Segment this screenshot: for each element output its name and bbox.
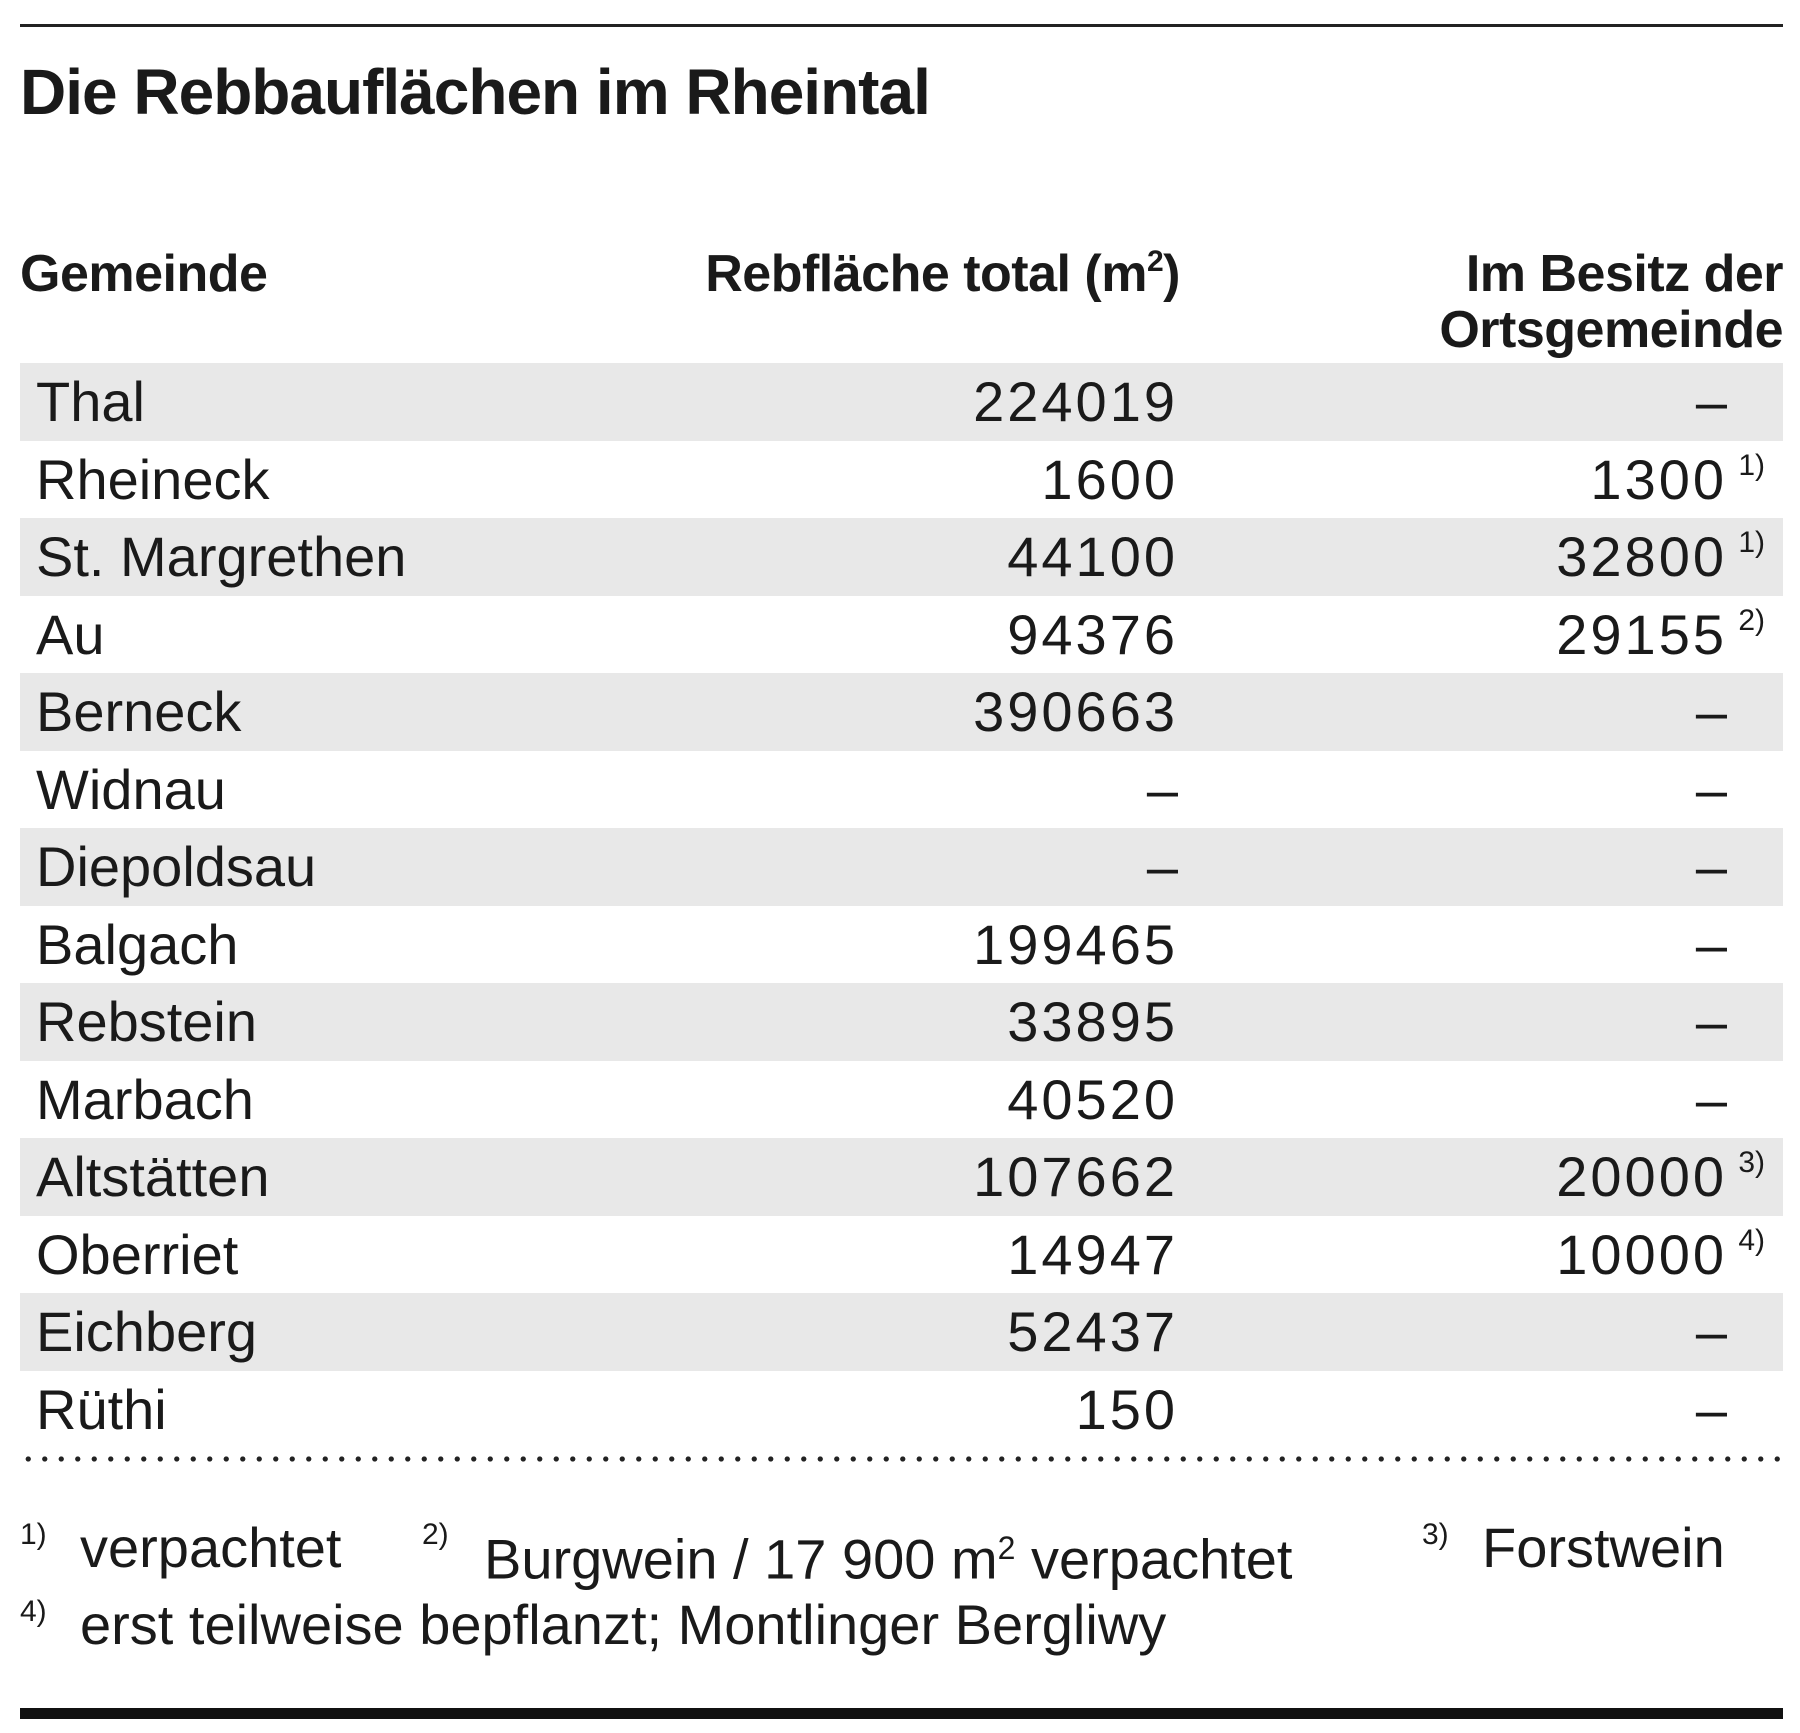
header-total-text: Rebfläche total (m bbox=[705, 245, 1147, 303]
cell-rebflaeche-total: 107662 bbox=[973, 1145, 1178, 1208]
cell-im-besitz: 10000 bbox=[1556, 1222, 1727, 1286]
header-total-close: ) bbox=[1163, 245, 1180, 303]
table-row bbox=[20, 1293, 1783, 1371]
cell-footnote-mark: 1) bbox=[1738, 448, 1765, 482]
footnote-1-text: verpachtet bbox=[80, 1516, 342, 1579]
header-owned-line2: Ortsgemeinde bbox=[1439, 301, 1783, 359]
footnote-3-text: Forstwein bbox=[1482, 1516, 1725, 1579]
cell-rebflaeche-total: – bbox=[1146, 835, 1178, 898]
cell-gemeinde: Rüthi bbox=[36, 1377, 167, 1441]
cell-rebflaeche-total: 224019 bbox=[973, 370, 1178, 433]
table-row bbox=[20, 1138, 1783, 1216]
header-im-besitz bbox=[1180, 246, 1783, 358]
cell-im-besitz: – bbox=[1695, 1300, 1727, 1363]
cell-gemeinde: Rheineck bbox=[36, 447, 270, 511]
table-row bbox=[20, 1216, 1783, 1294]
footnote-2-text-after: verpachtet bbox=[1015, 1527, 1293, 1591]
header-total-sup: 2 bbox=[1146, 245, 1164, 278]
table-row bbox=[20, 363, 1783, 441]
cell-im-besitz: 29155 bbox=[1556, 602, 1727, 666]
cell-im-besitz: 1300 bbox=[1590, 447, 1727, 511]
cell-gemeinde: Oberriet bbox=[36, 1222, 239, 1286]
table-row bbox=[20, 751, 1783, 829]
header-owned-line1: Im Besitz der bbox=[1465, 245, 1783, 303]
cell-rebflaeche-total: 44100 bbox=[1007, 525, 1178, 588]
cell-im-besitz: – bbox=[1695, 680, 1727, 743]
cell-gemeinde: Diepoldsau bbox=[36, 835, 317, 898]
cell-rebflaeche-total: 52437 bbox=[1007, 1300, 1178, 1363]
cell-im-besitz: – bbox=[1695, 370, 1727, 433]
table-row bbox=[20, 441, 1783, 519]
table-row bbox=[20, 1371, 1783, 1449]
footnote-4-mark: 4) bbox=[20, 1595, 47, 1628]
cell-gemeinde: Widnau bbox=[36, 757, 226, 821]
cell-gemeinde: Berneck bbox=[36, 680, 242, 743]
table-row bbox=[20, 906, 1783, 984]
cell-gemeinde: Altstätten bbox=[36, 1145, 270, 1208]
cell-im-besitz: – bbox=[1695, 1377, 1727, 1441]
table-row bbox=[20, 673, 1783, 751]
footnote-4-text: erst teilweise bepflanzt; Montlinger Bergliwy bbox=[80, 1593, 1167, 1656]
cell-gemeinde: Eichberg bbox=[36, 1300, 258, 1363]
cell-rebflaeche-total: 14947 bbox=[1007, 1222, 1178, 1286]
cell-footnote-mark: 1) bbox=[1738, 526, 1765, 559]
top-rule bbox=[20, 24, 1783, 27]
cell-rebflaeche-total: – bbox=[1146, 757, 1178, 821]
cell-im-besitz: – bbox=[1695, 1067, 1727, 1131]
cell-gemeinde: St. Margrethen bbox=[36, 525, 407, 588]
table-row bbox=[20, 828, 1783, 906]
cell-rebflaeche-total: 150 bbox=[1075, 1377, 1178, 1441]
cell-footnote-mark: 2) bbox=[1738, 603, 1765, 637]
dotted-separator bbox=[20, 1456, 1783, 1462]
cell-im-besitz: 20000 bbox=[1556, 1145, 1727, 1208]
table-row bbox=[20, 983, 1783, 1061]
cell-footnote-mark: 3) bbox=[1738, 1146, 1765, 1179]
bottom-rule bbox=[20, 1708, 1783, 1719]
cell-im-besitz: – bbox=[1695, 835, 1727, 898]
footnote-2-text bbox=[484, 1516, 1292, 1592]
footnote-2-sup: 2 bbox=[997, 1530, 1016, 1566]
cell-rebflaeche-total: 199465 bbox=[973, 912, 1178, 976]
table-row bbox=[20, 518, 1783, 596]
cell-gemeinde: Au bbox=[36, 602, 105, 666]
cell-rebflaeche-total: 40520 bbox=[1007, 1067, 1178, 1131]
cell-gemeinde: Marbach bbox=[36, 1067, 254, 1131]
cell-im-besitz: – bbox=[1695, 990, 1727, 1053]
header-rebflaeche-total bbox=[560, 246, 1180, 302]
cell-gemeinde: Thal bbox=[36, 370, 145, 433]
cell-rebflaeche-total: 33895 bbox=[1007, 990, 1178, 1053]
cell-im-besitz: 32800 bbox=[1556, 525, 1727, 588]
header-gemeinde: Gemeinde bbox=[20, 245, 268, 303]
footnote-3-mark: 3) bbox=[1422, 1518, 1449, 1551]
cell-im-besitz: – bbox=[1695, 912, 1727, 976]
table-title: Die Rebbauflächen im Rheintal bbox=[20, 56, 930, 128]
footnote-2-mark: 2) bbox=[422, 1518, 449, 1551]
footnote-1-mark: 1) bbox=[20, 1518, 47, 1551]
cell-rebflaeche-total: 390663 bbox=[973, 680, 1178, 743]
cell-rebflaeche-total: 1600 bbox=[1041, 447, 1178, 511]
cell-gemeinde: Rebstein bbox=[36, 990, 258, 1053]
data-table bbox=[20, 363, 1783, 1448]
table-row bbox=[20, 596, 1783, 674]
cell-im-besitz: – bbox=[1695, 757, 1727, 821]
cell-rebflaeche-total: 94376 bbox=[1007, 602, 1178, 666]
footnote-2-text-main: Burgwein / 17 900 m bbox=[484, 1527, 998, 1591]
table-row bbox=[20, 1061, 1783, 1139]
cell-gemeinde: Balgach bbox=[36, 912, 239, 976]
cell-footnote-mark: 4) bbox=[1738, 1223, 1765, 1257]
